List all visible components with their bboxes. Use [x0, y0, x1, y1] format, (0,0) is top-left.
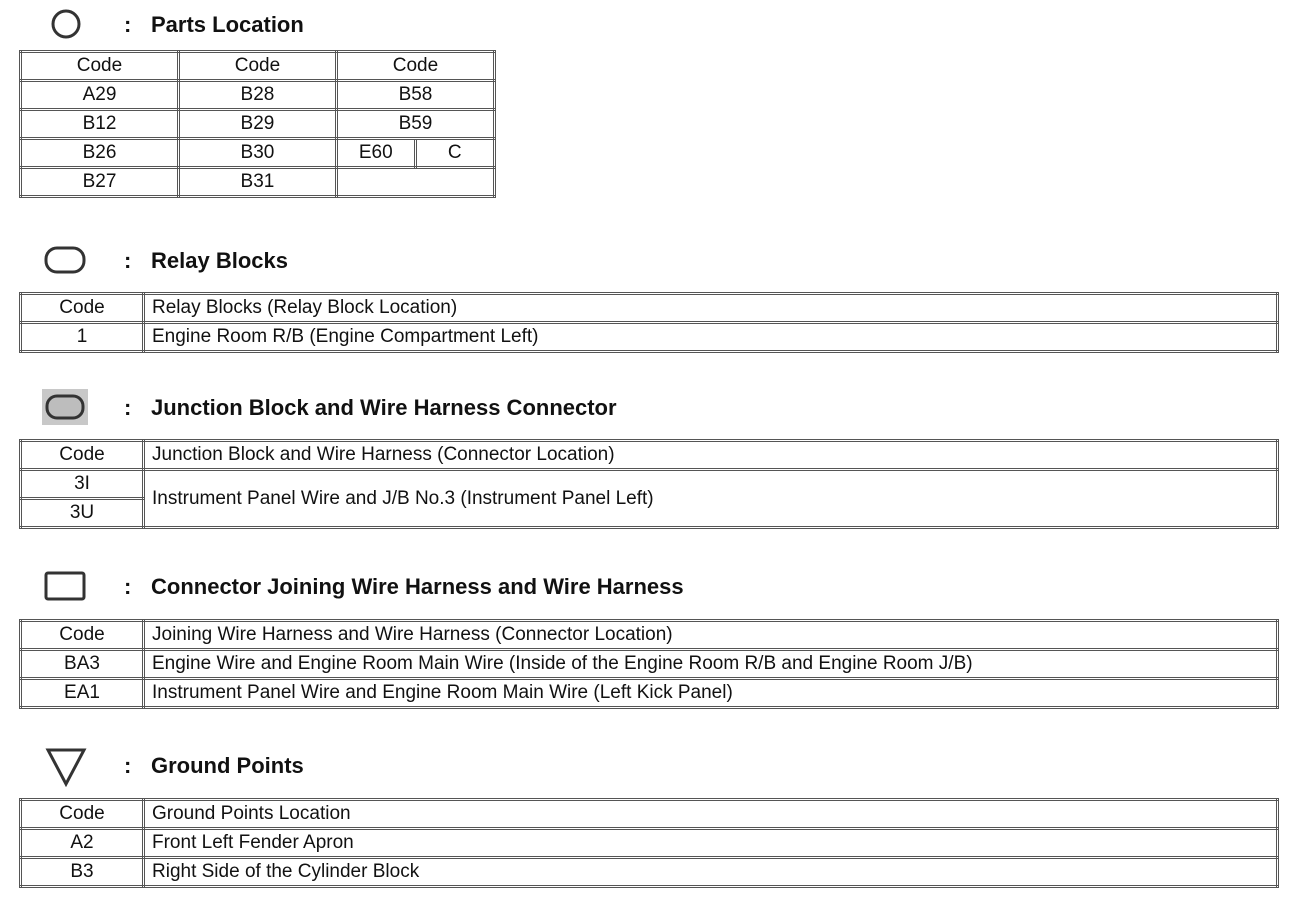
- relay-blocks-table: [19, 292, 1279, 353]
- section-title: Parts Location: [151, 12, 304, 37]
- table-row: [21, 168, 495, 197]
- table-row: [21, 470, 1278, 499]
- column-header: Ground Points Location: [144, 800, 1278, 829]
- code-cell: B28: [178, 81, 336, 110]
- code-cell: B29: [178, 110, 336, 139]
- junction-block-table: [19, 439, 1279, 529]
- table-row: [21, 323, 1278, 352]
- description-cell: Front Left Fender Apron: [144, 829, 1278, 858]
- down-triangle-icon: [42, 747, 88, 787]
- code-cell: E60: [336, 139, 415, 168]
- column-header: Joining Wire Harness and Wire Harness (Connector Location): [144, 621, 1278, 650]
- section-title: Ground Points: [151, 753, 304, 778]
- column-header: Junction Block and Wire Harness (Connector Location): [144, 441, 1278, 470]
- code-cell: B27: [21, 168, 179, 197]
- table-header-row: [21, 621, 1278, 650]
- code-cell: 3U: [21, 499, 144, 528]
- code-cell: EA1: [21, 679, 144, 708]
- code-cell: B30: [178, 139, 336, 168]
- table-row: [21, 110, 495, 139]
- empty-cell: [336, 168, 494, 197]
- column-header: Code: [21, 800, 144, 829]
- column-header: Code: [21, 294, 144, 323]
- header-colon: :: [124, 753, 132, 778]
- code-cell: B31: [178, 168, 336, 197]
- description-cell: Right Side of the Cylinder Block: [144, 858, 1278, 887]
- connector-joining-table: [19, 619, 1279, 709]
- column-header: Relay Blocks (Relay Block Location): [144, 294, 1278, 323]
- code-cell: 1: [21, 323, 144, 352]
- table-row: [21, 858, 1278, 887]
- description-cell: Instrument Panel Wire and J/B No.3 (Instrument Panel Left): [144, 470, 1278, 528]
- section-title: Junction Block and Wire Harness Connector: [151, 395, 617, 420]
- column-header: Code: [21, 52, 179, 81]
- description-cell: Engine Room R/B (Engine Compartment Left): [144, 323, 1278, 352]
- table-row: [21, 650, 1278, 679]
- code-cell: A2: [21, 829, 144, 858]
- description-cell: Engine Wire and Engine Room Main Wire (Inside of the Engine Room R/B and Engine Room J/B): [144, 650, 1278, 679]
- code-cell: B58: [336, 81, 494, 110]
- section-title: Relay Blocks: [151, 248, 288, 273]
- table-header-row: [21, 52, 495, 81]
- column-header: Code: [178, 52, 336, 81]
- table-row: [21, 139, 495, 168]
- header-colon: :: [124, 395, 132, 420]
- column-header: Code: [21, 441, 144, 470]
- square-icon: [42, 568, 88, 604]
- table-row: [21, 679, 1278, 708]
- code-cell: B12: [21, 110, 179, 139]
- column-header: Code: [21, 621, 144, 650]
- code-cell: B59: [336, 110, 494, 139]
- table-row: [21, 829, 1278, 858]
- table-header-row: [21, 294, 1278, 323]
- circle-icon: [42, 6, 88, 42]
- ground-points-table: [19, 798, 1279, 888]
- code-cell: A29: [21, 81, 179, 110]
- code-cell: BA3: [21, 650, 144, 679]
- rounded-rect-icon: [42, 242, 88, 278]
- header-colon: :: [124, 248, 132, 273]
- header-colon: :: [124, 574, 132, 599]
- header-colon: :: [124, 12, 132, 37]
- section-title: Connector Joining Wire Harness and Wire Harness: [151, 574, 684, 599]
- shaded-rounded-rect-icon: [42, 389, 88, 425]
- code-cell: C: [415, 139, 494, 168]
- code-cell: 3I: [21, 470, 144, 499]
- table-header-row: [21, 441, 1278, 470]
- parts-location-table: [19, 50, 496, 198]
- column-header: Code: [336, 52, 494, 81]
- table-row: [21, 81, 495, 110]
- code-cell: B3: [21, 858, 144, 887]
- code-cell: B26: [21, 139, 179, 168]
- description-cell: Instrument Panel Wire and Engine Room Main Wire (Left Kick Panel): [144, 679, 1278, 708]
- table-header-row: [21, 800, 1278, 829]
